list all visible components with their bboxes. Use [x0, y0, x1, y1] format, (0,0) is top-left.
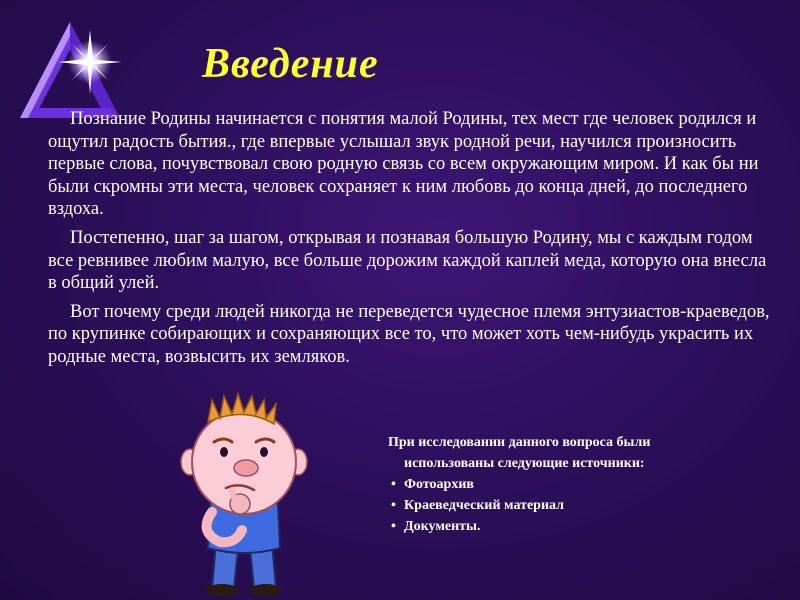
sources-intro-line-2: использованы следующие источники: [404, 456, 645, 471]
paragraph-2: Постепенно, шаг за шагом, открывая и познавая большую Родину, мы с каждым годом все ревнивее любим малую, все больше дорожим каждой каплей меда, которую она внесла в общий улей. [48, 227, 767, 294]
paragraph-1: Познание Родины начинается с понятия малой Родины, тех мест где человек родился и ощутил радость бытия., где впервые услышал звук родной речи, научился произносить первые слова, почувствовал свою родную связь со всем окружающим миром. И как бы ни были скромны эти места, человек сохраняет к ним любовь до конца дней, до последнего вздоха. [48, 109, 759, 220]
sources-list [388, 474, 748, 537]
list-item: • Фотоархив [388, 474, 748, 495]
list-item: • Документы. [388, 516, 748, 537]
list-item: • Краеведческий материал [388, 495, 748, 516]
slide-title: Введение [202, 41, 379, 87]
sources-intro-line-1: При исследовании данного вопроса были [388, 435, 651, 450]
paragraph-3: Вот почему среди людей никогда не переведется чудесное племя энтузиастов-краеведов, по крупинке собирающих и сохраняющих все то, что может хоть чем-нибудь украсить их родные места, возвысить их земляков. [48, 301, 770, 367]
sources-block [388, 432, 748, 537]
thinking-boy-icon [168, 392, 318, 598]
intro-text [48, 108, 770, 375]
sources-intro [388, 432, 748, 474]
